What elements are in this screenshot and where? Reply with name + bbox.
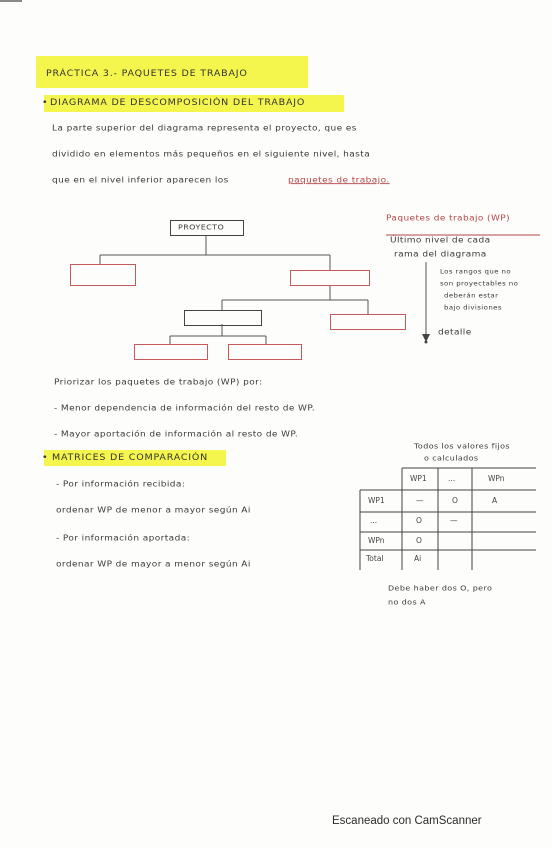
- matrices-item-2: - Por información aportada:: [56, 534, 191, 543]
- matrix-row-2-c1: O: [416, 516, 422, 525]
- matrices-item-1-detail: ordenar WP de menor a mayor según Ai: [56, 506, 251, 515]
- matrices-note-1: Todos los valores fijos: [414, 442, 510, 451]
- diagram-root-label: PROYECTO: [178, 223, 225, 232]
- diagram-side-note-4: bajo divisiones: [444, 304, 502, 312]
- intro-line-1: La parte superior del diagrama representa el proyecto, que es: [52, 124, 357, 133]
- section1-heading: DIAGRAMA DE DESCOMPOSICIÓN DEL TRABAJO: [50, 98, 306, 108]
- section2-bullet: •: [42, 453, 49, 463]
- matrix-header-wp1: WP1: [410, 474, 427, 483]
- intro-line-3-emphasis: paquetes de trabajo.: [288, 176, 390, 185]
- diagram-side-title: Paquetes de trabajo (WP): [386, 214, 511, 223]
- matrix-row-3-c1: O: [416, 536, 422, 545]
- matrix-row-1-c2: O: [452, 496, 458, 505]
- matrices-item-1: - Por información recibida:: [56, 480, 186, 489]
- matrix-row-1-c3: A: [492, 496, 498, 505]
- section1-bullet: •: [42, 98, 49, 108]
- procedure-item-1: - Menor dependencia de información del resto de WP.: [54, 404, 316, 413]
- matrix-bottom-note-1: Debe haber dos O, pero: [388, 584, 493, 593]
- diagram-side-line-1: Último nivel de cada: [390, 236, 491, 245]
- intro-line-3: que en el nivel inferior aparecen los: [52, 176, 229, 185]
- matrix-row-2-label: ...: [370, 516, 378, 525]
- matrix-header-wpn: WPn: [488, 474, 505, 483]
- procedure-item-2: - Mayor aportación de información al resto de WP.: [54, 430, 299, 439]
- matrices-note-2: o calculados: [424, 454, 479, 463]
- diagram-side-note-1: Los rangos que no: [440, 268, 512, 276]
- matrix-row-1-label: WP1: [368, 496, 385, 505]
- matrix-row-1-c1: —: [416, 496, 424, 505]
- matrices-item-2-detail: ordenar WP de mayor a menor según Ai: [56, 560, 251, 569]
- matrix-row-total-label: Total: [366, 554, 384, 563]
- diagram-side-line-2: rama del diagrama: [394, 250, 487, 259]
- section2-heading: MATRICES DE COMPARACIÓN: [52, 453, 209, 463]
- diagram-side-detail: detalle: [438, 328, 472, 337]
- procedure-intro: Priorizar los paquetes de trabajo (WP) por:: [54, 378, 263, 387]
- matrix-header-dots: ...: [448, 474, 456, 483]
- matrix-bottom-note-2: no dos A: [388, 598, 426, 607]
- diagram-side-note-2: son proyectables no: [440, 280, 519, 288]
- diagram-side-note-3: deberán estar: [444, 292, 499, 300]
- matrix-row-total-c1: Ai: [414, 554, 422, 563]
- matrix-row-2-c2: —: [450, 516, 458, 525]
- scanner-watermark: Escaneado con CamScanner: [332, 815, 482, 827]
- page-title: PRÁCTICA 3.- PAQUETES DE TRABAJO: [46, 69, 248, 79]
- intro-line-2: dividido en elementos más pequeños en el siguiente nivel, hasta: [52, 150, 371, 159]
- matrix-row-3-label: WPn: [368, 536, 385, 545]
